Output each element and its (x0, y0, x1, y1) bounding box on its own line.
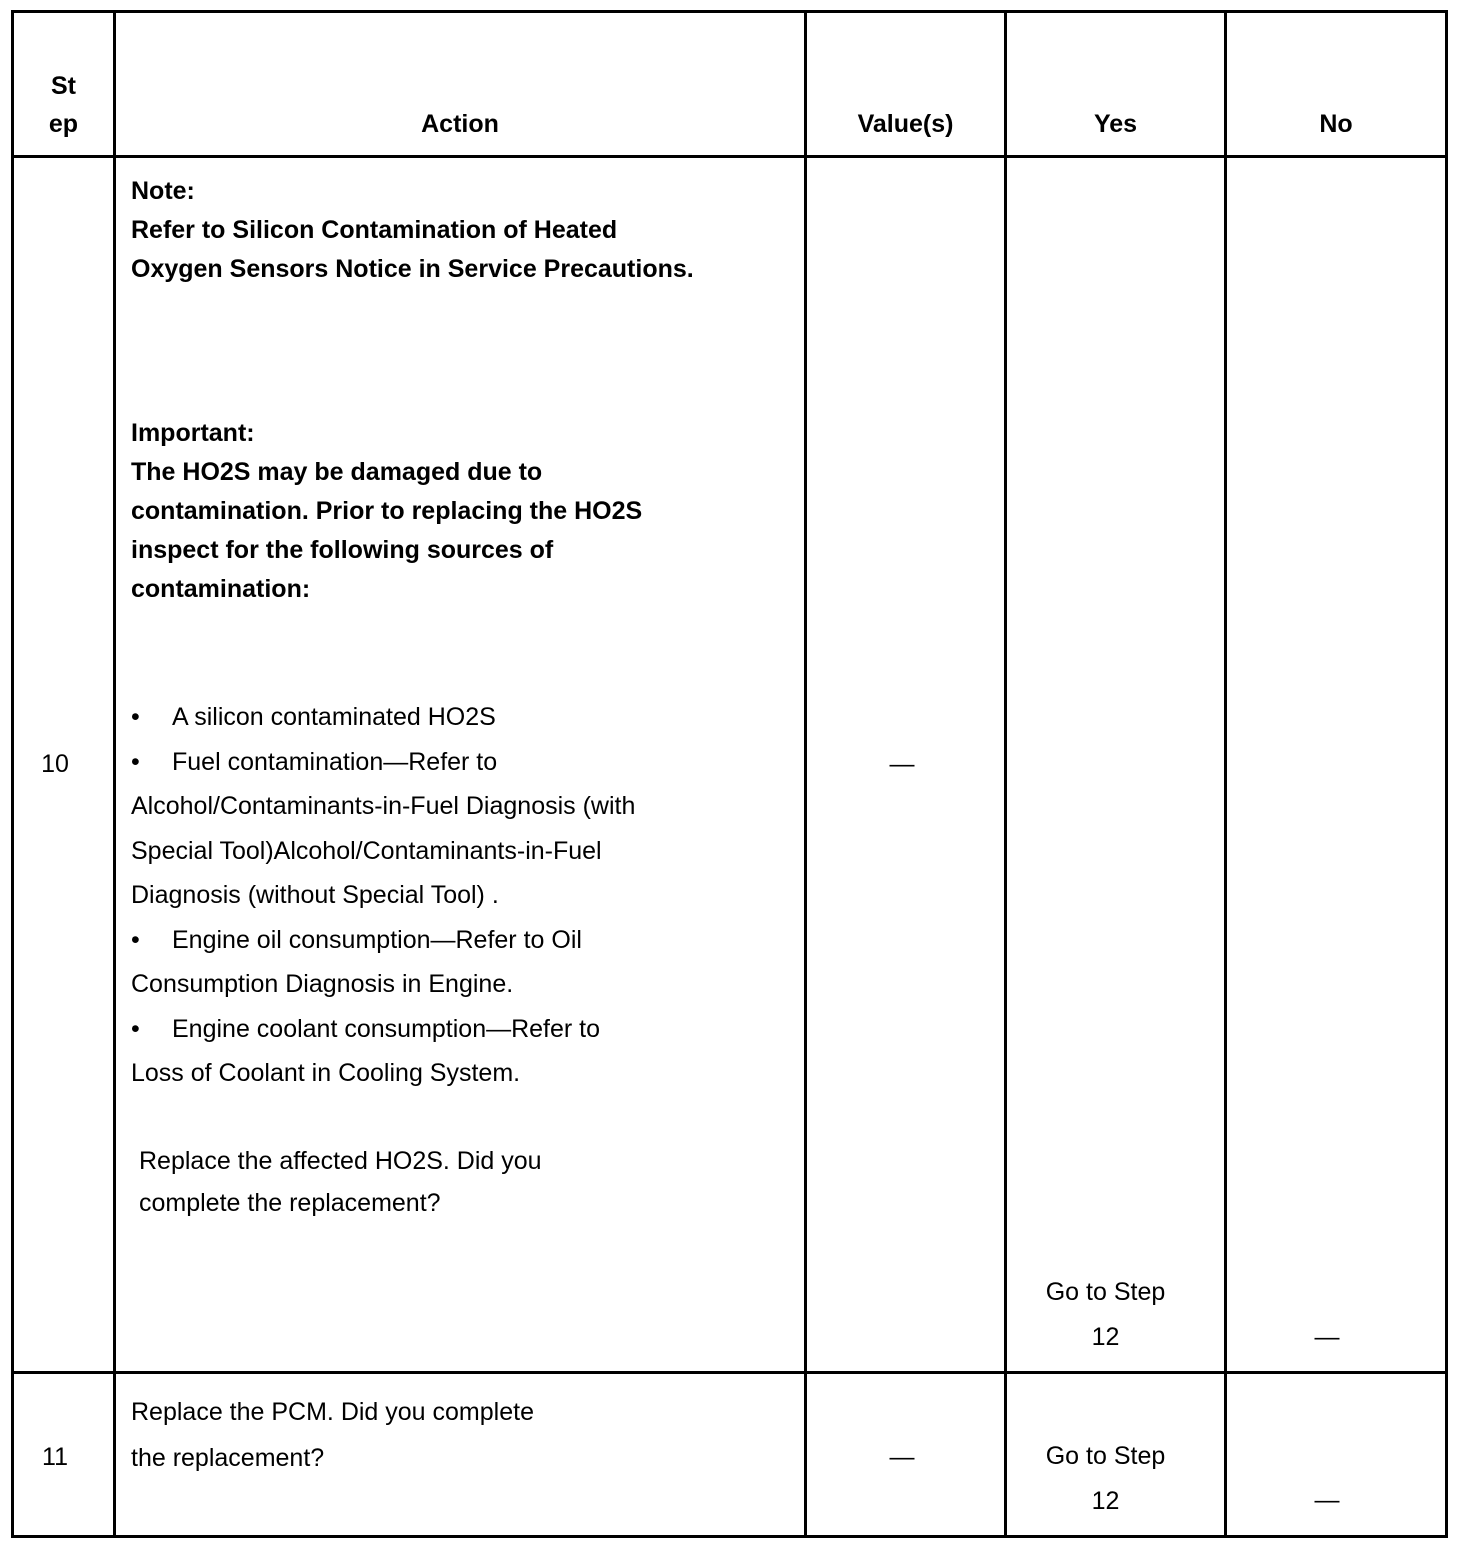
yes-goto-step: 12 (1091, 1486, 1120, 1515)
yes-goto-label: Go to Step (1045, 1278, 1166, 1306)
contamination-source-list (131, 695, 635, 1096)
question-line: Replace the affected HO2S. Did you (139, 1147, 542, 1175)
table-border-bottom (12, 1535, 1448, 1538)
list-item (131, 695, 635, 740)
row-11-step: 11 (42, 1443, 68, 1471)
list-item (131, 918, 635, 963)
list-item-text: Engine oil consumption—Refer to Oil (172, 925, 582, 954)
bullet-icon: • (131, 925, 140, 954)
list-item-continuation: Loss of Coolant in Cooling System. (131, 1059, 521, 1087)
list-item-continuation: Special Tool)Alcohol/Contaminants-in-Fuel (131, 836, 602, 865)
header-step-line1: St (51, 72, 76, 100)
list-item-text: Engine coolant consumption—Refer to (172, 1014, 601, 1043)
important-line: inspect for the following sources of (131, 536, 554, 564)
note-line: Oxygen Sensors Notice in Service Precautions. (131, 255, 694, 283)
table-border-right (1445, 10, 1448, 1538)
table-border-top (12, 10, 1448, 13)
important-line: The HO2S may be damaged due to (131, 458, 543, 486)
header-step (14, 67, 113, 143)
header-values: Value(s) (857, 110, 954, 138)
row-divider (12, 1371, 1448, 1374)
row-10-question (139, 1140, 542, 1224)
important-label: Important: (131, 419, 255, 447)
row-10-no: — (1314, 1323, 1340, 1351)
bullet-icon: • (131, 1014, 140, 1043)
row-11-value: — (889, 1443, 915, 1471)
header-step-line2: ep (48, 110, 79, 138)
important-line: contamination. Prior to replacing the HO2S (131, 497, 643, 525)
list-item-continuation: Consumption Diagnosis in Engine. (131, 970, 514, 998)
question-line: complete the replacement? (139, 1189, 441, 1217)
bullet-icon: • (131, 747, 140, 776)
row-10-important (131, 414, 642, 609)
note-label: Note: (131, 177, 195, 205)
row-10-value: — (889, 750, 915, 778)
note-line: Refer to Silicon Contamination of Heated (131, 216, 618, 244)
header-no: No (1319, 110, 1353, 138)
list-item-continuation: Diagnosis (without Special Tool) . (131, 881, 499, 909)
bullet-icon: • (131, 703, 140, 731)
row-11-yes (1007, 1434, 1204, 1523)
header-action: Action (421, 110, 499, 138)
header-divider (12, 155, 1448, 158)
yes-goto-step: 12 (1091, 1322, 1120, 1351)
list-item (131, 1007, 635, 1052)
row-11-no: — (1314, 1486, 1340, 1514)
row-10-note (131, 172, 694, 289)
list-item-continuation: Alcohol/Contaminants-in-Fuel Diagnosis (with (131, 792, 636, 820)
row-11-action (131, 1389, 534, 1481)
action-line: the replacement? (131, 1444, 325, 1472)
list-item-text: Fuel contamination—Refer to (172, 747, 498, 776)
action-line: Replace the PCM. Did you complete (131, 1398, 534, 1426)
list-item (131, 740, 635, 785)
column-divider-yes (1224, 10, 1227, 1538)
yes-goto-label: Go to Step (1045, 1442, 1166, 1470)
row-10-step: 10 (41, 750, 69, 778)
list-item-text: A silicon contaminated HO2S (172, 703, 496, 731)
header-yes: Yes (1093, 110, 1138, 138)
row-10-yes (1007, 1270, 1204, 1359)
column-divider-step (113, 10, 116, 1538)
important-line: contamination: (131, 575, 311, 603)
